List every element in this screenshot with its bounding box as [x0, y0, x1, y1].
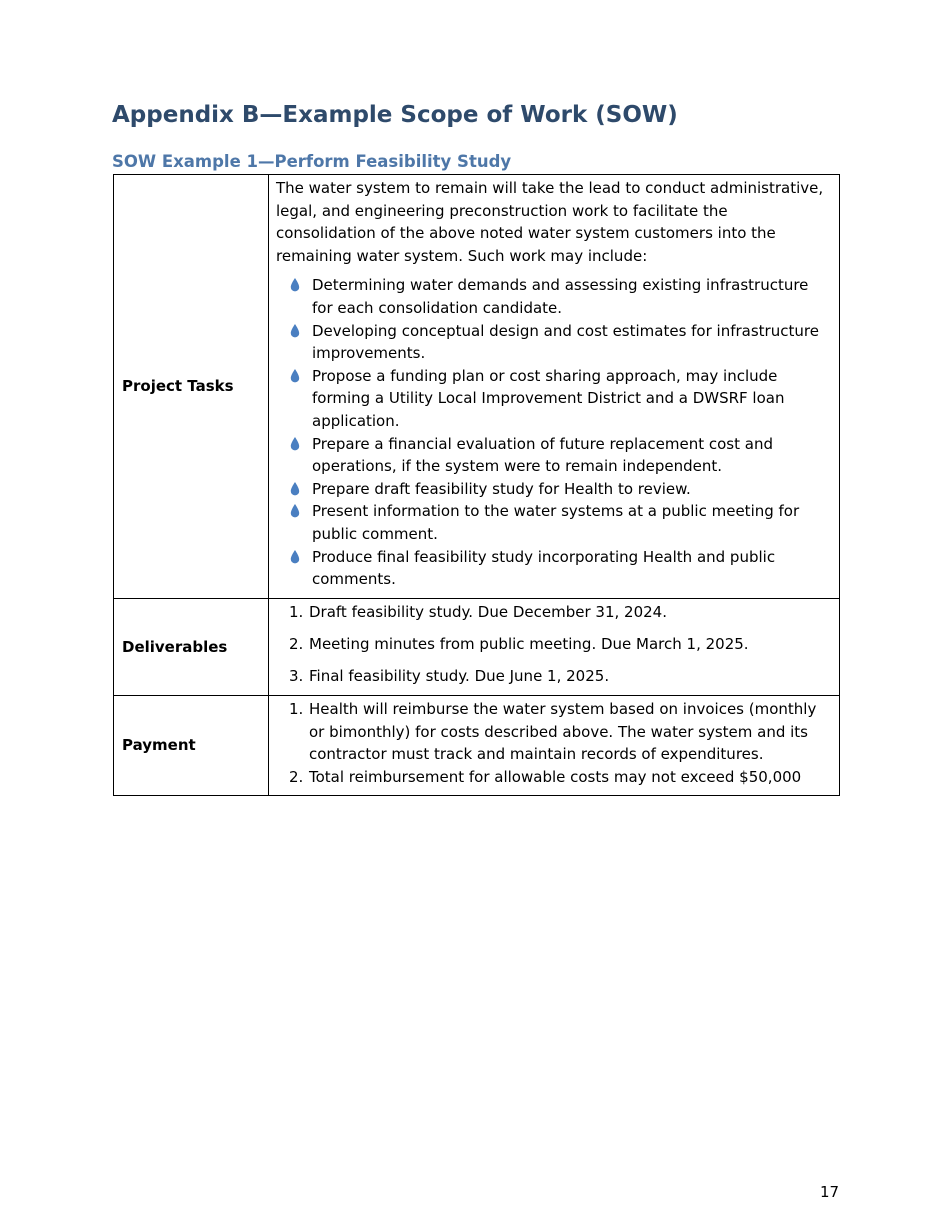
project-tasks-content: [269, 175, 840, 599]
deliverables-list: [276, 601, 831, 688]
table-row: [114, 175, 840, 599]
list-item: [276, 546, 831, 591]
project-tasks-intro: The water system to remain will take the lead to conduct administrative, legal, and engineering preconstruction work to facilitate the consolidation of the above noted water system customers into the remaining water system. Such work may include:: [276, 179, 824, 265]
payment-label: Payment: [114, 696, 269, 796]
water-drop-icon: [290, 324, 300, 338]
list-item: [276, 601, 831, 624]
list-item-text: Final feasibility study. Due June 1, 2025.: [309, 667, 610, 686]
list-item: [276, 365, 831, 433]
list-item: [276, 633, 831, 656]
table-row: [114, 696, 840, 796]
list-item-text: Meeting minutes from public meeting. Due March 1, 2025.: [309, 635, 749, 654]
payment-content: [269, 696, 840, 796]
list-item: [276, 478, 831, 501]
project-tasks-list: [276, 274, 831, 590]
table-row: [114, 598, 840, 695]
payment-list: [276, 698, 831, 788]
water-drop-icon: [290, 278, 300, 292]
list-item: [276, 766, 831, 789]
list-item-text: Total reimbursement for allowable costs may not exceed $50,000: [309, 767, 802, 786]
scope-of-work-table: [113, 174, 840, 796]
list-item-number: 3.: [289, 667, 304, 686]
page-number: 17: [820, 1183, 840, 1201]
list-item-number: 1.: [289, 700, 304, 719]
list-item: [276, 433, 831, 478]
list-item-number: 1.: [289, 602, 304, 621]
list-item-text: Prepare draft feasibility study for Health to review.: [312, 479, 691, 498]
list-item-text: Draft feasibility study. Due December 31, 2024.: [309, 602, 667, 621]
project-tasks-label: Project Tasks: [114, 175, 269, 599]
list-item: [276, 665, 831, 688]
list-item-text: Developing conceptual design and cost estimates for infrastructure improvements.: [312, 321, 819, 363]
water-drop-icon: [290, 550, 300, 564]
deliverables-label: Deliverables: [114, 598, 269, 695]
list-item-text: Prepare a financial evaluation of future replacement cost and operations, if the system were to remain independent.: [312, 434, 773, 476]
water-drop-icon: [290, 482, 300, 496]
deliverables-content: [269, 598, 840, 695]
list-item: [276, 274, 831, 319]
page-title: Appendix B—Example Scope of Work (SOW): [112, 102, 678, 128]
list-item-text: Health will reimburse the water system based on invoices (monthly or bimonthly) for costs described above. The water system and its contractor must track and maintain records of expenditures.: [309, 700, 817, 764]
list-item-text: Propose a funding plan or cost sharing approach, may include forming a Utility Local Improvement District and a DWSRF loan application.: [312, 366, 785, 430]
list-item: [276, 320, 831, 365]
section-title: SOW Example 1—Perform Feasibility Study: [112, 152, 512, 171]
list-item-text: Determining water demands and assessing existing infrastructure for each consolidation candidate.: [312, 276, 809, 317]
list-item: [276, 500, 831, 545]
list-item: [276, 698, 831, 766]
water-drop-icon: [290, 437, 300, 451]
water-drop-icon: [290, 369, 300, 383]
water-drop-icon: [290, 504, 300, 518]
list-item-number: 2.: [289, 635, 304, 654]
list-item-text: Present information to the water systems at a public meeting for public comment.: [312, 502, 800, 543]
list-item-number: 2.: [289, 767, 304, 786]
list-item-text: Produce final feasibility study incorporating Health and public comments.: [312, 547, 776, 589]
